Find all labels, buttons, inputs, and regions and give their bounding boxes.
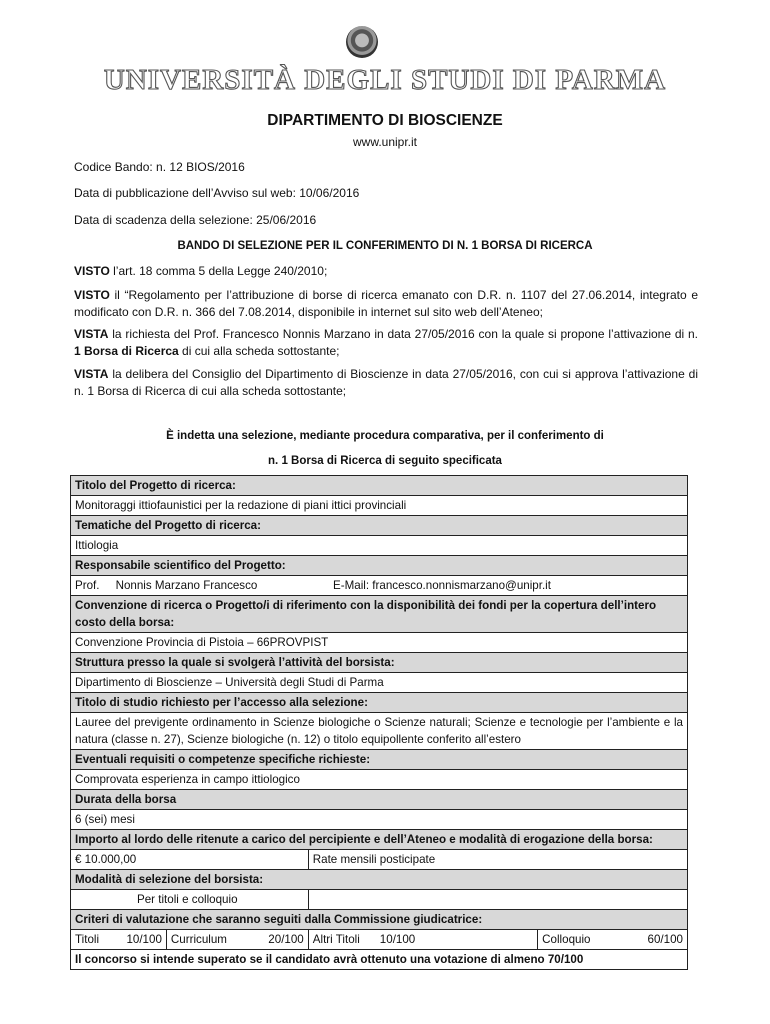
titolo-studio-value: Lauree del previgente ordinamento in Scienze biologiche o Scienze naturali; Scienze e tecnologie per l’ambiente e la natura (classe n. 27), Scienze biologiche (n. 12) o titolo equipollente conferito all’estero: [71, 713, 688, 750]
table-row: [71, 910, 688, 930]
titolo-value: Monitoraggi ittiofaunistici per la redazione di piani ittici provinciali: [71, 496, 688, 516]
table-row: [71, 790, 688, 810]
table-row: [71, 576, 688, 596]
table-row: [71, 496, 688, 516]
bando-title: BANDO DI SELEZIONE PER IL CONFERIMENTO DI N. 1 BORSA DI RICERCA: [177, 240, 593, 252]
criterio-titoli: [71, 930, 167, 950]
requisiti-header: Eventuali requisiti o competenze specifiche richieste:: [71, 750, 688, 770]
indetta-line-1: È indetta una selezione, mediante procedura comparativa, per il conferimento di: [166, 430, 604, 442]
table-row: [71, 693, 688, 713]
borsa-specification-table: [70, 475, 688, 970]
table-row: [71, 870, 688, 890]
table-row: [71, 770, 688, 790]
visto-text: il “Regolamento per l’attribuzione di borse di ricerca emanato con D.R. n. 1107 del 27.06.2014, integrato e modificato con D.R. n. 366 del 7.08.2014, disponibile in internet sul sito web dell’Ateneo;: [74, 288, 698, 319]
responsabile-header: Responsabile scientifico del Progetto:: [71, 556, 688, 576]
rate-value: Rate mensili posticipate: [308, 850, 687, 870]
criterio-score: 10/100: [126, 933, 162, 946]
criterio-label: Curriculum: [170, 933, 227, 946]
university-name: UNIVERSITÀ DEGLI STUDI DI PARMA: [103, 64, 667, 96]
table-row: [71, 476, 688, 496]
criterio-score: 10/100: [379, 933, 416, 946]
vista-bold-text: 1 Borsa di Ricerca: [74, 344, 179, 358]
requisiti-value: Comprovata esperienza in campo ittiologico: [71, 770, 688, 790]
criterio-curriculum: [166, 930, 308, 950]
titolo-studio-header: Titolo di studio richiesto per l’accesso alla selezione:: [71, 693, 688, 713]
table-row: [71, 950, 688, 970]
table-row: [71, 633, 688, 653]
criterio-altri-titoli: [308, 930, 537, 950]
vista-keyword: VISTA: [74, 367, 109, 381]
criterio-score: 20/100: [268, 933, 304, 946]
visto-paragraph-1: [74, 263, 698, 280]
tematiche-header: Tematiche del Progetto di ricerca:: [71, 516, 688, 536]
durata-header: Durata della borsa: [71, 790, 688, 810]
responsabile-name: Prof. Nonnis Marzano Francesco: [75, 579, 258, 592]
modalita-value: Per titoli e colloquio: [71, 890, 309, 910]
durata-value: 6 (sei) mesi: [71, 810, 688, 830]
table-row: [71, 713, 688, 750]
criterio-label: Colloquio: [542, 933, 591, 946]
modalita-empty-cell: [308, 890, 687, 910]
modalita-header: Modalità di selezione del borsista:: [71, 870, 688, 890]
table-row: [71, 890, 688, 910]
table-row: [71, 516, 688, 536]
table-row: [71, 930, 688, 950]
table-row: [71, 850, 688, 870]
website-link[interactable]: www.unipr.it: [352, 135, 418, 149]
codice-bando: Codice Bando: n. 12 BIOS/2016: [74, 160, 245, 174]
table-row: [71, 556, 688, 576]
importo-header: Importo al lordo delle ritenute a carico del percipiente e dell’Ateneo e modalità di erogazione della borsa:: [71, 830, 688, 850]
responsabile-email: E-Mail: francesco.nonnismarzano@unipr.it: [333, 579, 551, 592]
data-pubblicazione: Data di pubblicazione dell’Avviso sul web: 10/06/2016: [74, 186, 360, 200]
titolo-header: Titolo del Progetto di ricerca:: [71, 476, 688, 496]
criterio-label: Titoli: [75, 933, 100, 946]
convenzione-header: Convenzione di ricerca o Progetto/i di riferimento con la disponibilità dei fondi per la copertura dell’intero costo della borsa:: [71, 596, 688, 633]
table-row: [71, 673, 688, 693]
visto-text: l’art. 18 comma 5 della Legge 240/2010;: [109, 264, 328, 278]
table-row: [71, 536, 688, 556]
convenzione-value: Convenzione Provincia di Pistoia – 66PROVPIST: [71, 633, 688, 653]
department-title: DIPARTIMENTO DI BIOSCIENZE: [267, 112, 503, 129]
struttura-header: Struttura presso la quale si svolgerà l’attività del borsista:: [71, 653, 688, 673]
table-row: [71, 596, 688, 633]
struttura-value: Dipartimento di Bioscienze – Università degli Studi di Parma: [71, 673, 688, 693]
vista-text: la delibera del Consiglio del Dipartimento di Bioscienze in data 27/05/2016, con cui si approva l’attivazione di n. 1 Borsa di Ricerca di cui alla scheda sottostante;: [74, 367, 698, 398]
university-seal-icon: [346, 26, 378, 58]
table-row: [71, 750, 688, 770]
responsabile-value: [71, 576, 688, 596]
vista-paragraph-2: [74, 366, 698, 400]
vista-paragraph-1: [74, 326, 698, 360]
tematiche-value: Ittiologia: [71, 536, 688, 556]
criteri-header: Criteri di valutazione che saranno seguiti dalla Commissione giudicatrice:: [71, 910, 688, 930]
criterio-score: 60/100: [647, 933, 683, 946]
criterio-colloquio: [538, 930, 688, 950]
indetta-line-2: n. 1 Borsa di Ricerca di seguito specificata: [268, 455, 502, 467]
data-scadenza: Data di scadenza della selezione: 25/06/2016: [74, 213, 317, 227]
table-row: [71, 810, 688, 830]
importo-value: € 10.000,00: [71, 850, 309, 870]
visto-paragraph-2: [74, 287, 698, 321]
table-row: [71, 830, 688, 850]
vista-text-end: di cui alla scheda sottostante;: [178, 344, 340, 358]
vista-text: la richiesta del Prof. Francesco Nonnis Marzano in data 27/05/2016 con la quale si propone l’attivazione di n.: [108, 327, 698, 341]
vista-keyword: VISTA: [74, 327, 109, 341]
final-condition: Il concorso si intende superato se il candidato avrà ottenuto una votazione di almeno 70/100: [71, 950, 688, 970]
criterio-label: Altri Titoli: [312, 933, 360, 946]
visto-keyword: VISTO: [74, 288, 110, 302]
table-row: [71, 653, 688, 673]
visto-keyword: VISTO: [74, 264, 110, 278]
